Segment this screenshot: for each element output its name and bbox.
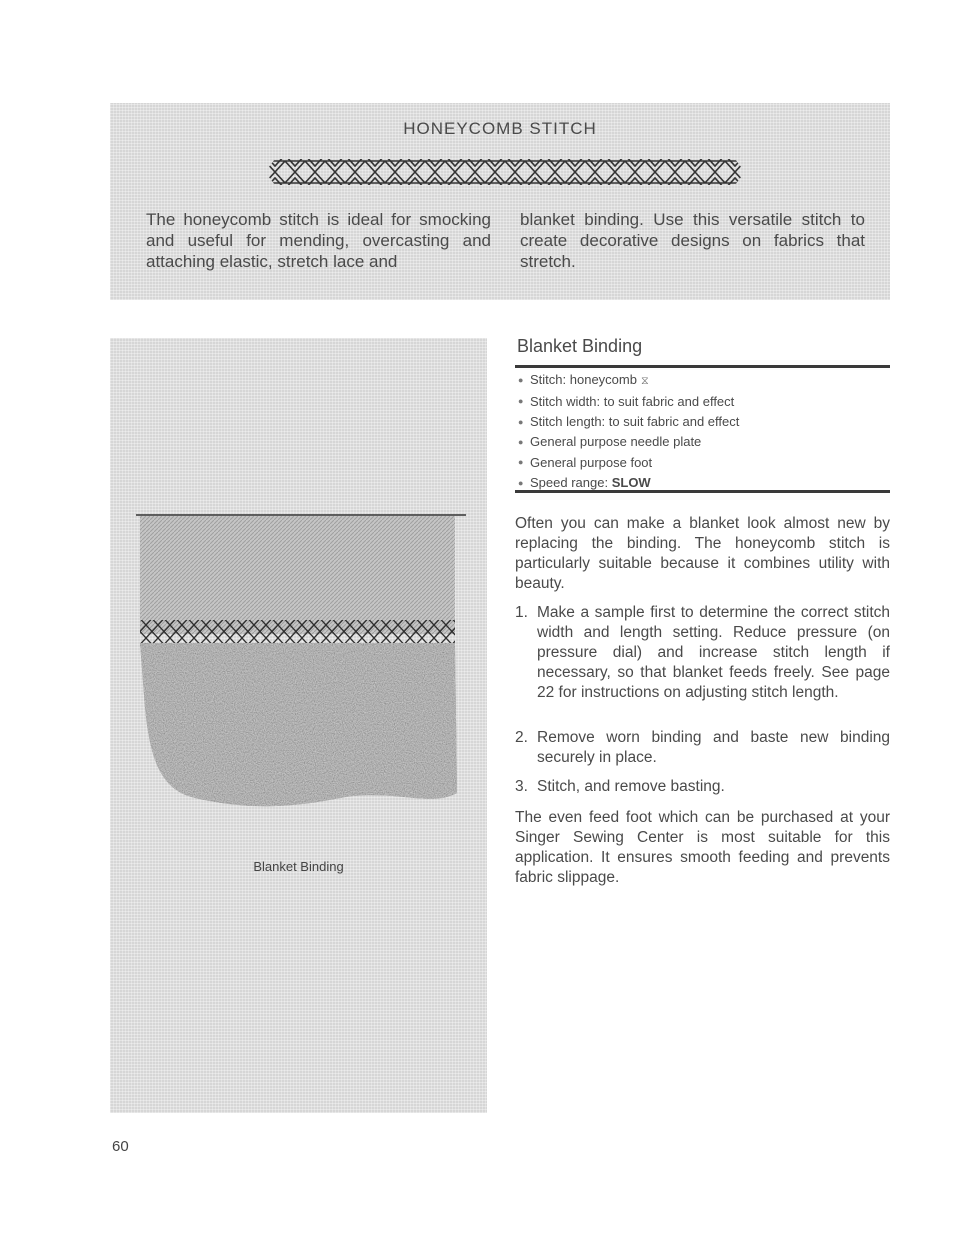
spec-item: ● Speed range: SLOW [518, 473, 739, 493]
blanket-binding-illustration [110, 508, 487, 848]
step-text: Make a sample first to determine the correct stitch width and length setting. Reduce pressure (on pressure dial) and increase stitch length if necessary, so that blanket feeds freely. See page 22 for instructions on adjusting stitch length. [537, 604, 890, 701]
step-text: Stitch, and remove basting. [537, 778, 725, 795]
bullet-icon: ● [518, 396, 524, 407]
instruction-step [515, 728, 890, 768]
spec-list [518, 370, 739, 493]
bullet-icon: ● [518, 374, 524, 385]
spec-item: ● Stitch width: to suit fabric and effect [518, 392, 739, 412]
page-number: 60 [112, 1138, 129, 1155]
illustration-caption: Blanket Binding [253, 859, 344, 874]
instruction-step [515, 603, 890, 703]
outro-paragraph: The even feed foot which can be purchased at your Singer Sewing Center is most suitable for this application. It ensures smooth feeding and prevents fabric slippage. [515, 809, 890, 886]
section-title: Blanket Binding [517, 336, 643, 356]
intro-text-right: blanket binding. Use this versatile stitch to create decorative designs on fabrics that stretch. [520, 210, 865, 271]
bullet-icon: ● [518, 477, 524, 488]
step-number: 3. [515, 778, 528, 795]
bullet-icon: ● [518, 437, 524, 448]
step-number: 2. [515, 729, 528, 746]
honeycomb-stitch-icon: ⧖ [640, 375, 649, 387]
stitch-title: HONEYCOMB STITCH [403, 119, 597, 138]
intro-paragraph: Often you can make a blanket look almost new by replacing the binding. The honeycomb stitch is particularly suitable because it combines utility with beauty. [515, 515, 890, 592]
top-rule [515, 365, 890, 368]
header-panel [110, 103, 890, 300]
instruction-step [515, 777, 890, 797]
intro-text-left: The honeycomb stitch is ideal for smocking and useful for mending, overcasting and attaching elastic, stretch lace and [146, 210, 491, 271]
honeycomb-stitch-sample-icon [265, 155, 745, 189]
bottom-rule [515, 490, 890, 493]
bullet-icon: ● [518, 416, 524, 427]
spec-item: ● General purpose needle plate [518, 432, 739, 452]
step-text: Remove worn binding and baste new binding securely in place. [537, 729, 890, 766]
step-number: 1. [515, 604, 528, 621]
spec-item: ● Stitch length: to suit fabric and effect [518, 412, 739, 432]
bullet-icon: ● [518, 457, 524, 468]
spec-item: ● General purpose foot [518, 453, 739, 473]
spec-item: ● Stitch: honeycomb ⧖ [518, 370, 739, 392]
illustration-panel [110, 338, 487, 1113]
